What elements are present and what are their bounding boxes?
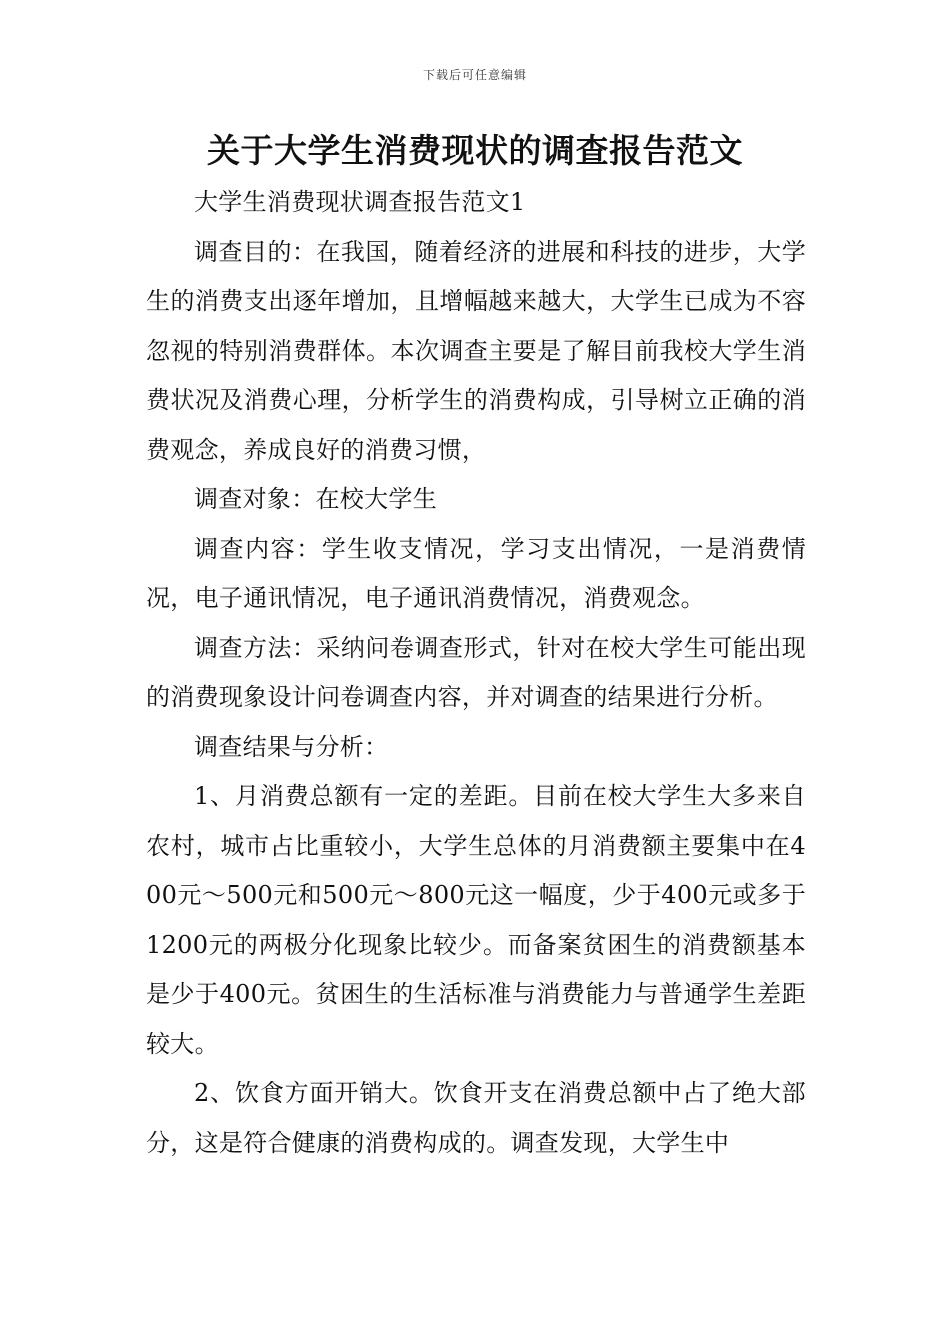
results-heading-paragraph: 调查结果与分析：	[194, 732, 389, 761]
content-paragraph: 调查内容：学生收支情况，学习支出情况，一是消费情况，电子通讯情况，电子通讯消费情况，消费观念。	[146, 534, 806, 612]
method-paragraph: 调查方法：采纳问卷调查形式，针对在校大学生可能出现的消费现象设计问卷调查内容，并对调查的结果进行分析。	[146, 633, 806, 711]
document-body	[146, 178, 806, 1168]
result-1-paragraph: 1、月消费总额有一定的差距。目前在校大学生大多来自农村，城市占比重较小，大学生总体的月消费额主要集中在400元～500元和500元～800元这一幅度，少于400元或多于1200元的两极分化现象比较少。而备案贫困生的消费额基本是少于400元。贫困生的生活标准与消费能力与普通学生差距较大。	[146, 782, 806, 1058]
document-title: 关于大学生消费现状的调查报告范文	[207, 131, 743, 170]
subtitle-paragraph: 大学生消费现状调查报告范文1	[194, 188, 526, 216]
purpose-paragraph: 调查目的：在我国，随着经济的进展和科技的进步，大学生的消费支出逐年增加，且增幅越来越大，大学生已成为不容忽视的特别消费群体。本次调查主要是了解目前我校大学生消费状况及消费心理，分析学生的消费构成，引导树立正确的消费观念，养成良好的消费习惯，	[146, 237, 806, 464]
header-note: 下载后可任意编辑	[422, 68, 527, 82]
subject-paragraph: 调查对象：在校大学生	[194, 485, 437, 513]
result-2-paragraph: 2、饮食方面开销大。饮食开支在消费总额中占了绝大部分，这是符合健康的消费构成的。调查发现，大学生中	[146, 1079, 806, 1157]
